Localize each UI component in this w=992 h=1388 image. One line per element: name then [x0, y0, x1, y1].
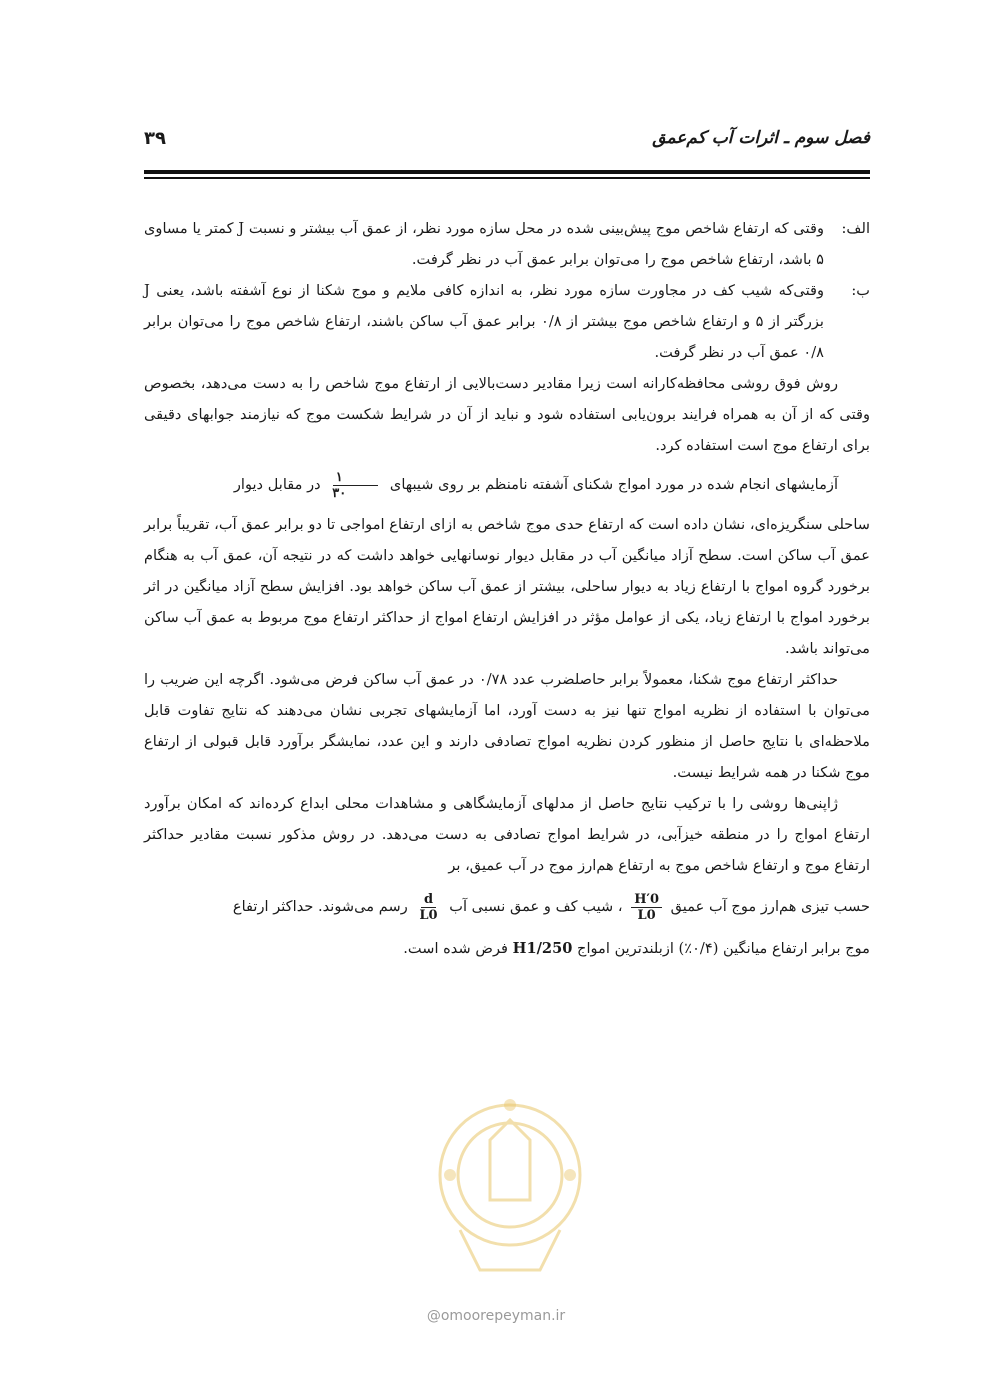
at-icon: @ — [426, 1308, 441, 1324]
website-watermark — [0, 1308, 992, 1324]
fraction-denominator: L0 — [419, 907, 438, 923]
list-item — [144, 213, 870, 275]
steepness-fraction — [631, 892, 662, 923]
fraction-numerator: d — [421, 892, 436, 908]
paragraph: ژاپنی‌ها روشی را با ترکیب نتایج حاصل از مدلهای آزمایشگاهی و مشاهدات محلی ابداع کرده‌اند که امکان برآورد ارتفاع امواج را در منطقه خیزآبی، در شرایط امواج تصادفی به دست می‌دهد. در روش مذکور نسبت مقادیر حداکثر ارتفاع موج و ارتفاع شاخص موج به ارتفاع هم‌ارز موج در آب عمیق، بر — [144, 795, 870, 874]
paragraph: حداکثر ارتفاع موج شکنا، معمولاً برابر حاصلضرب عدد ۰/۷۸ در عمق آب ساکن فرض می‌شود. اگرچه این ضریب را می‌توان با استفاده از نظریه امواج تنها نیز به دست آورد، اما آزمایشهای تجربی نشان می‌دهند که نتایج تفاوت قابل ملاحظه‌ای با نتایج حاصل از منظور کردن نظریه امواج تصادفی دارند و این عدد، نمایشگر برآورد قابل قبولی از ارتفاع موج شکنا در همه شرایط نیست. — [144, 671, 870, 781]
body-text — [144, 213, 870, 964]
fraction-numerator: ۱ — [333, 470, 378, 486]
paragraph-line — [144, 933, 870, 964]
chapter-title: فصل سوم ـ اثرات آب کم‌عمق — [652, 128, 870, 148]
list-item — [144, 275, 870, 368]
paragraph-text: رسم می‌شوند. حداکثر ارتفاع — [232, 898, 408, 915]
paragraph-text: فرض شده است. — [403, 940, 509, 957]
item-label: الف: — [841, 220, 870, 237]
fraction-denominator: L0 — [637, 907, 656, 923]
item-text: وقتی‌که شیب کف در مجاورت سازه مورد نظر، به اندازه کافی ملایم و موج شکنا از نوع آشفته باشد، یعنی J بزرگتر از ۵ و ارتفاع شاخص موج بیشتر از ۰/۸ برابر عمق آب ساکن باشند، ارتفاع شاخص موج را می‌توان برابر ۰/۸ عمق آب در نظر گرفت. — [144, 282, 824, 361]
paragraph-text: در مقابل دیوار — [233, 476, 321, 493]
paragraph-text: موج برابر ارتفاع میانگین (۰/۴٪) ازبلندترین امواج — [577, 940, 870, 957]
page-number: ۳۹ — [144, 128, 166, 149]
item-label: ب: — [851, 282, 870, 299]
fraction-denominator: ۳۰ — [332, 485, 347, 501]
paragraph-line — [144, 881, 870, 933]
paragraph: ساحلی سنگریزه‌ای، نشان داده است که ارتفاع حدی موج شاخص به ازای ارتفاع امواجی تا دو برابر عمق آب، تقریباً برابر عمق آب ساکن است. سطح آزاد میانگین آب در مقابل دیوار نوسانهایی خواهد داشت که در نتیجه آن، عمق آب به هنگام برخورد گروه امواج با ارتفاع زیاد به دیوار ساحلی، بیشتر از عمق آب ساکن خواهد بود. افزایش سطح آزاد میانگین در اثر برخورد امواج با ارتفاع زیاد، یکی از عوامل مؤثر در افزایش ارتفاع امواج از حداکثر ارتفاع موج مربوط به عمق آب ساکن می‌تواند باشد. — [144, 516, 870, 657]
relative-depth-fraction — [416, 892, 440, 923]
website-url: omoorepeyman.ir — [440, 1308, 566, 1324]
wave-height-symbol: H1/250 — [512, 940, 573, 957]
header-rule-thick — [144, 170, 870, 174]
paragraph-text: آزمایشهای انجام شده در مورد امواج شکنای آشفته نامنظم بر روی شیبهای — [389, 476, 838, 493]
item-text: وقتی که ارتفاع شاخص موج پیش‌بینی شده در محل سازه مورد نظر، از عمق آب بیشتر و نسبت J کمتر یا مساوی ۵ باشد، ارتفاع شاخص موج را می‌توان برابر عمق آب در نظر گرفت. — [144, 220, 824, 268]
page-header — [144, 124, 870, 164]
paragraph-text: حسب تیزی هم‌ارز موج آب عمیق — [670, 898, 870, 915]
slope-fraction — [329, 470, 381, 501]
watermark-logo — [420, 1080, 600, 1290]
paragraph-text: ، شیب کف و عمق نسبی آب — [449, 898, 623, 915]
header-rule-thin — [144, 177, 870, 179]
fraction-numerator: H′0 — [631, 892, 662, 908]
paragraph: روش فوق روشی محافظه‌کارانه است زیرا مقادیر دست‌بالایی از ارتفاع موج شاخص را به دست می‌دهد، بخصوص وقتی که از آن به همراه فرایند برون‌یابی استفاده شود و نباید از آن در شرایط شکست موج که نیازمند جوابهای دقیقی برای ارتفاع موج است استفاده کرد. — [144, 375, 870, 454]
paragraph — [144, 461, 870, 509]
